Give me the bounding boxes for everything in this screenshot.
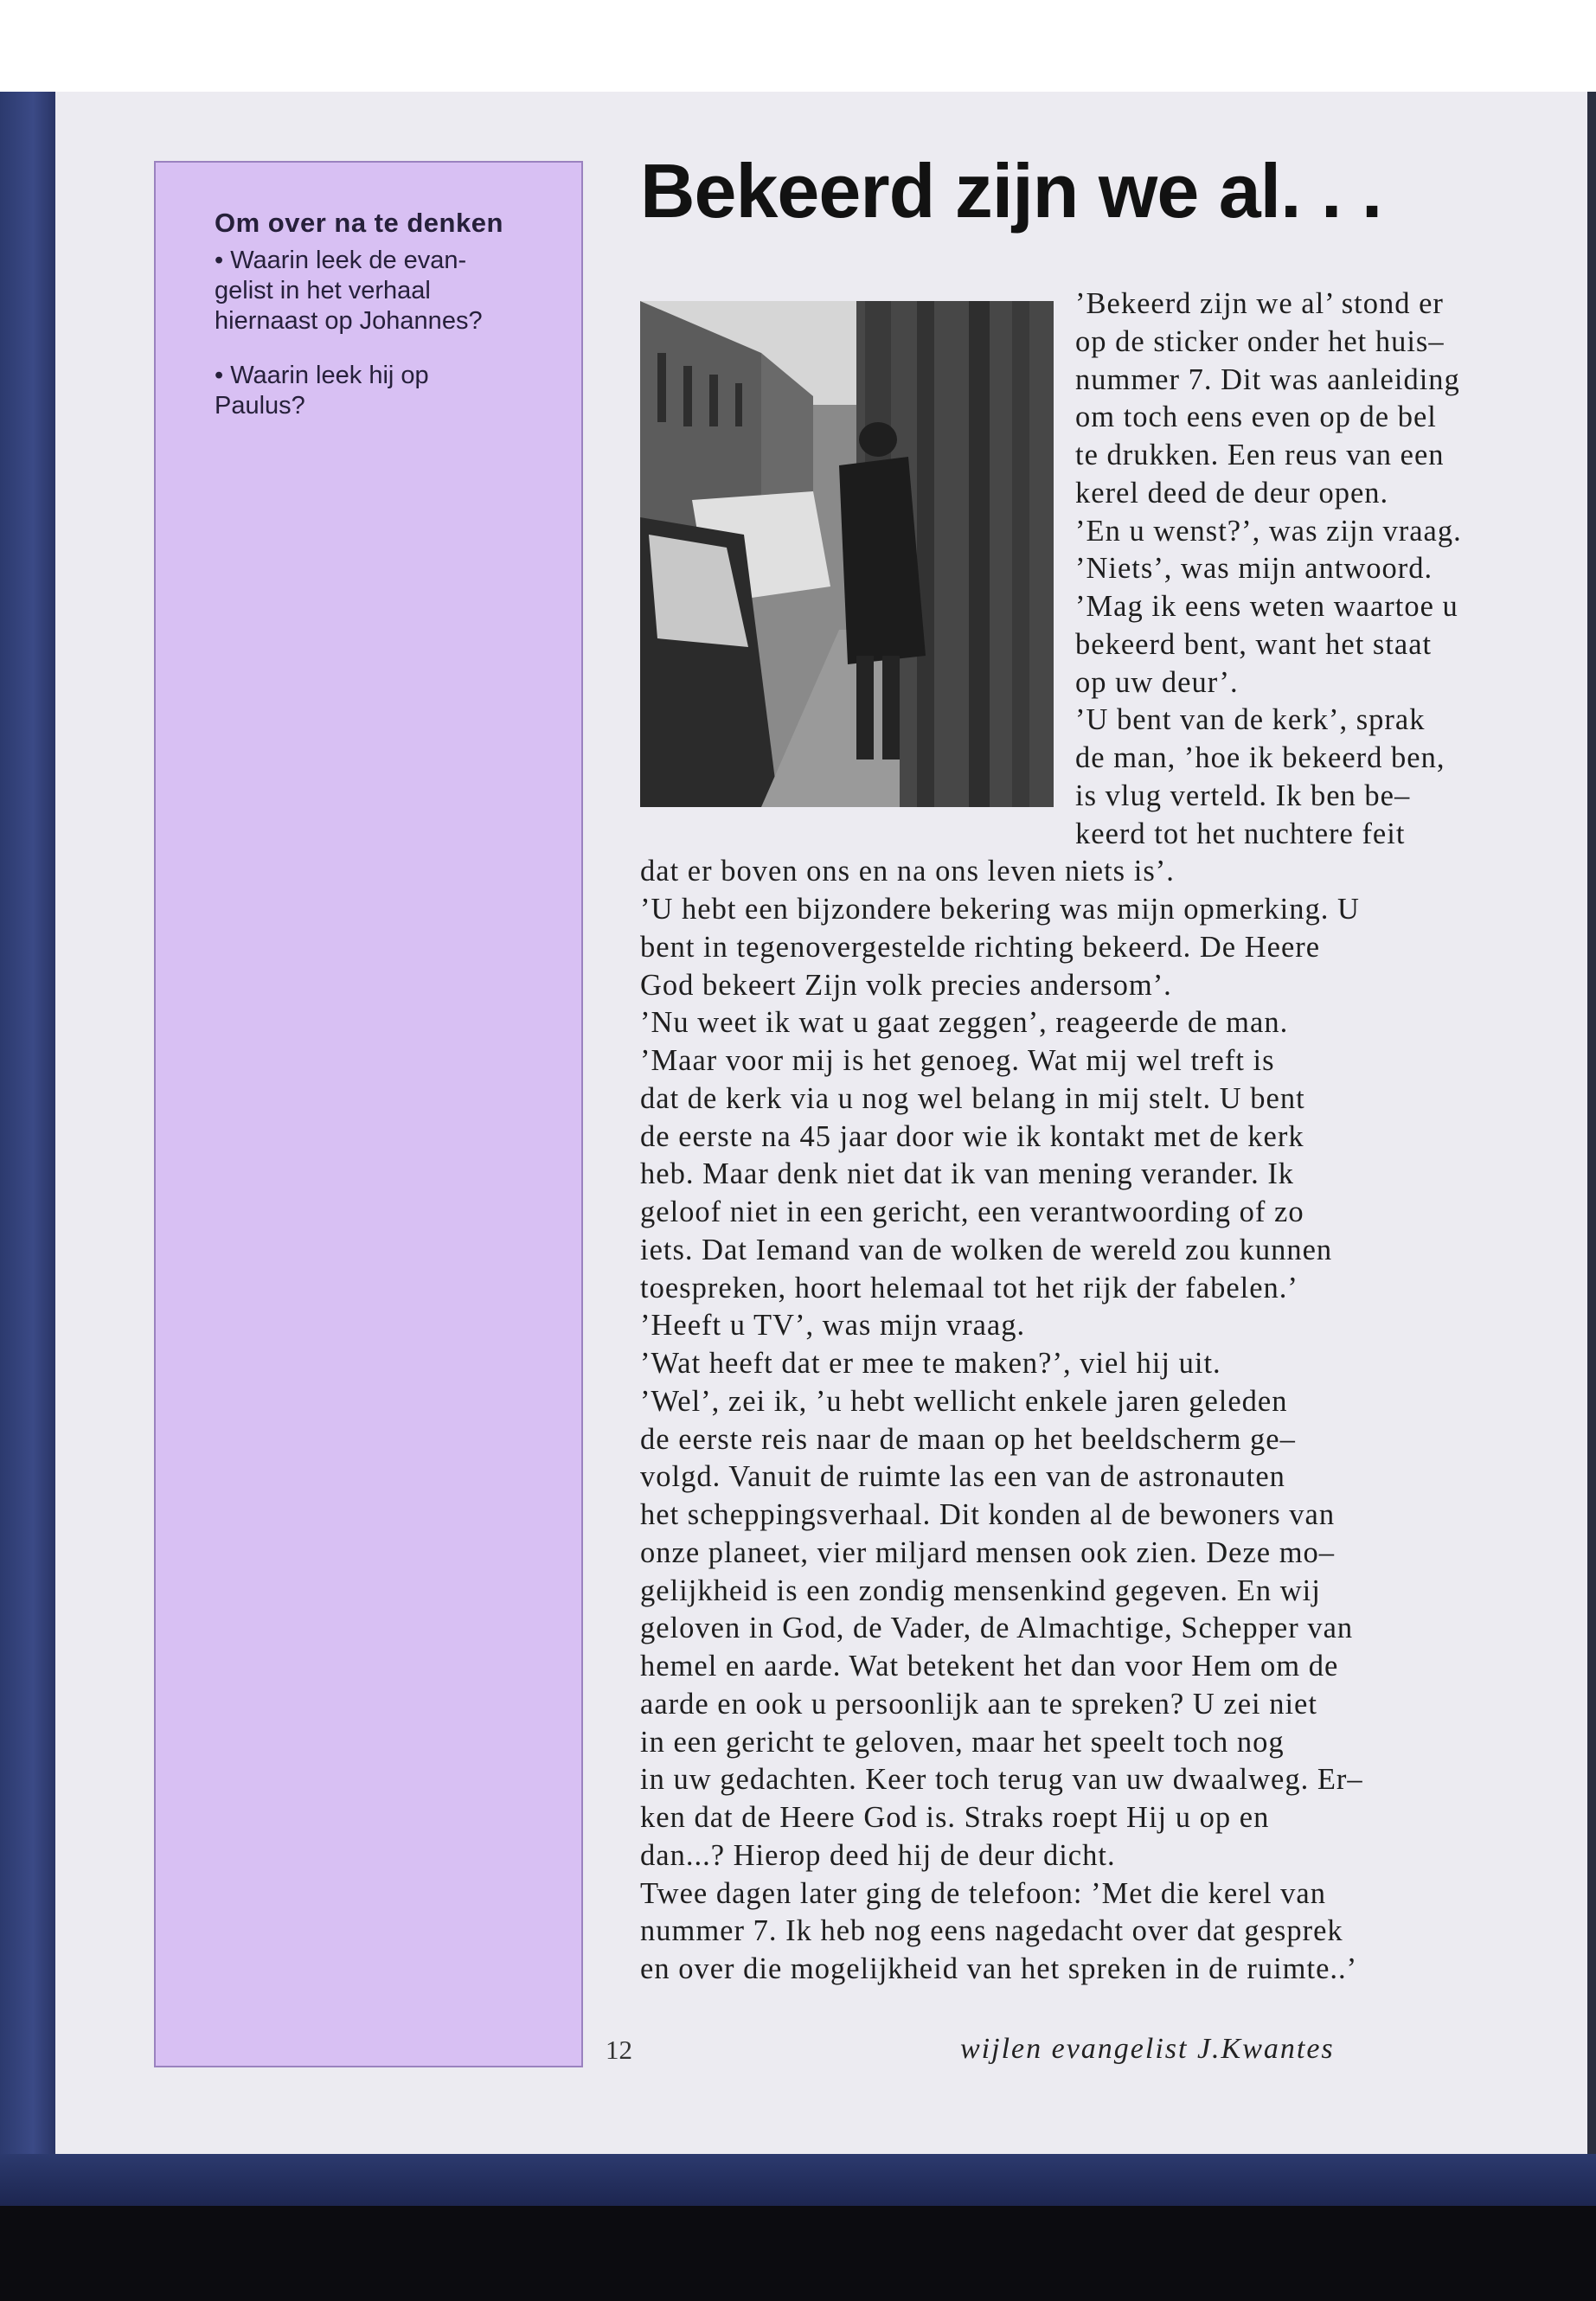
page-number: 12 bbox=[606, 2035, 632, 2065]
body-line: onze planeet, vier miljard mensen ook zien. Deze mo– bbox=[640, 1535, 1336, 1569]
body-line: ’Heeft u TV’, was mijn vraag. bbox=[640, 1309, 1026, 1343]
sidebar-heading: Om over na te denken bbox=[215, 208, 503, 238]
body-line: ’Maar voor mij is het genoeg. Wat mij wel treft is bbox=[640, 1044, 1275, 1077]
body-line: nummer 7. Dit was aanleiding bbox=[1075, 362, 1460, 396]
body-line: ’En u wenst?’, was zijn vraag. bbox=[1075, 514, 1462, 548]
body-line: heb. Maar denk niet dat ik van mening verander. Ik bbox=[640, 1157, 1295, 1191]
author-signature: wijlen evangelist J.Kwantes bbox=[960, 2033, 1335, 2065]
body-line: ’U hebt een bijzondere bekering was mijn opmerking. U bbox=[640, 893, 1360, 926]
body-line: in een gericht te geloven, maar het speelt toch nog bbox=[640, 1725, 1285, 1759]
body-line: nummer 7. Ik heb nog eens nagedacht over dat gesprek bbox=[640, 1914, 1343, 1948]
book-cover-right bbox=[1587, 92, 1596, 2202]
body-line: gelijkheid is een zondig mensenkind gegeven. En wij bbox=[640, 1574, 1321, 1607]
body-line: ’Wat heeft dat er mee te maken?’, viel hij uit. bbox=[640, 1347, 1221, 1380]
body-line: God bekeert Zijn volk precies andersom’. bbox=[640, 968, 1172, 1002]
bullet-icon: • bbox=[215, 362, 224, 389]
question-line: Paulus? bbox=[215, 392, 305, 420]
body-line: en over die mogelijkheid van het spreken in de ruimte..’ bbox=[640, 1952, 1358, 1985]
body-line: iets. Dat Iemand van de wolken de wereld zou kunnen bbox=[640, 1233, 1333, 1266]
scan-bottom-edge bbox=[0, 2206, 1596, 2301]
body-line: geloven in God, de Vader, de Almachtige, Schepper van bbox=[640, 1612, 1354, 1645]
body-line: ’Bekeerd zijn we al’ stond er bbox=[1075, 287, 1444, 320]
body-line: ’Nu weet ik wat u gaat zeggen’, reageerde de man. bbox=[640, 1006, 1289, 1040]
question-line: hiernaast op Johannes? bbox=[215, 307, 483, 335]
body-line: bekeerd bent, want het staat bbox=[1075, 627, 1433, 661]
question-line: Waarin leek hij op bbox=[230, 362, 429, 389]
sidebar-question bbox=[215, 246, 555, 336]
article-title: Bekeerd zijn we al. . . bbox=[640, 148, 1382, 234]
body-line: dat de kerk via u nog wel belang in mij stelt. U bent bbox=[640, 1081, 1305, 1115]
body-line: in uw gedachten. Keer toch terug van uw dwaalweg. Er– bbox=[640, 1763, 1363, 1797]
body-line: de eerste reis naar de maan op het beeldscherm ge– bbox=[640, 1422, 1296, 1456]
body-line: ’Niets’, was mijn antwoord. bbox=[1075, 552, 1433, 586]
question-line: Waarin leek de evan- bbox=[230, 247, 467, 274]
body-line: is vlug verteld. Ik ben be– bbox=[1075, 779, 1411, 812]
body-line: de man, ’hoe ik bekeerd ben, bbox=[1075, 741, 1445, 774]
body-line: de eerste na 45 jaar door wie ik kontakt met de kerk bbox=[640, 1119, 1304, 1153]
body-line: ’U bent van de kerk’, sprak bbox=[1075, 703, 1426, 737]
sidebar-question bbox=[215, 361, 555, 421]
body-line: kerel deed de deur open. bbox=[1075, 476, 1389, 510]
body-line: dan...? Hierop deed hij de deur dicht. bbox=[640, 1838, 1116, 1872]
question-line: gelist in het verhaal bbox=[215, 277, 431, 304]
body-line: volgd. Vanuit de ruimte las een van de astronauten bbox=[640, 1460, 1285, 1494]
body-line: om toch eens even op de bel bbox=[1075, 401, 1437, 434]
body-line: op de sticker onder het huis– bbox=[1075, 324, 1445, 358]
body-line: toespreken, hoort helemaal tot het rijk der fabelen.’ bbox=[640, 1271, 1298, 1304]
body-line: hemel en aarde. Wat betekent het dan voor Hem om de bbox=[640, 1650, 1339, 1682]
body-line: Twee dagen later ging de telefoon: ’Met die kerel van bbox=[640, 1876, 1326, 1910]
body-line: ’Wel’, zei ik, ’u hebt wellicht enkele jaren geleden bbox=[640, 1384, 1288, 1418]
book-cover-left bbox=[0, 92, 55, 2185]
body-line: te drukken. Een reus van een bbox=[1075, 439, 1445, 471]
body-line: het scheppingsverhaal. Dit konden al de bewoners van bbox=[640, 1498, 1336, 1531]
body-line: keerd tot het nuchtere feit bbox=[1075, 817, 1406, 850]
article-body bbox=[640, 285, 1531, 1989]
bullet-icon: • bbox=[215, 247, 224, 274]
body-line: bent in tegenovergestelde richting bekeerd. De Heere bbox=[640, 930, 1321, 964]
body-line: ’Mag ik eens weten waartoe u bbox=[1075, 590, 1458, 623]
scan-background bbox=[0, 0, 1596, 92]
body-line: dat er boven ons en na ons leven niets is’. bbox=[640, 855, 1175, 888]
body-line: op uw deur’. bbox=[1075, 665, 1239, 699]
reflection-sidebar bbox=[154, 161, 583, 2067]
body-line: geloof niet in een gericht, een verantwoording of zo bbox=[640, 1195, 1304, 1228]
book-cover-bottom bbox=[0, 2154, 1596, 2206]
body-line: ken dat de Heere God is. Straks roept Hij u op en bbox=[640, 1801, 1270, 1834]
body-line: aarde en ook u persoonlijk aan te spreken? U zei niet bbox=[640, 1687, 1317, 1721]
